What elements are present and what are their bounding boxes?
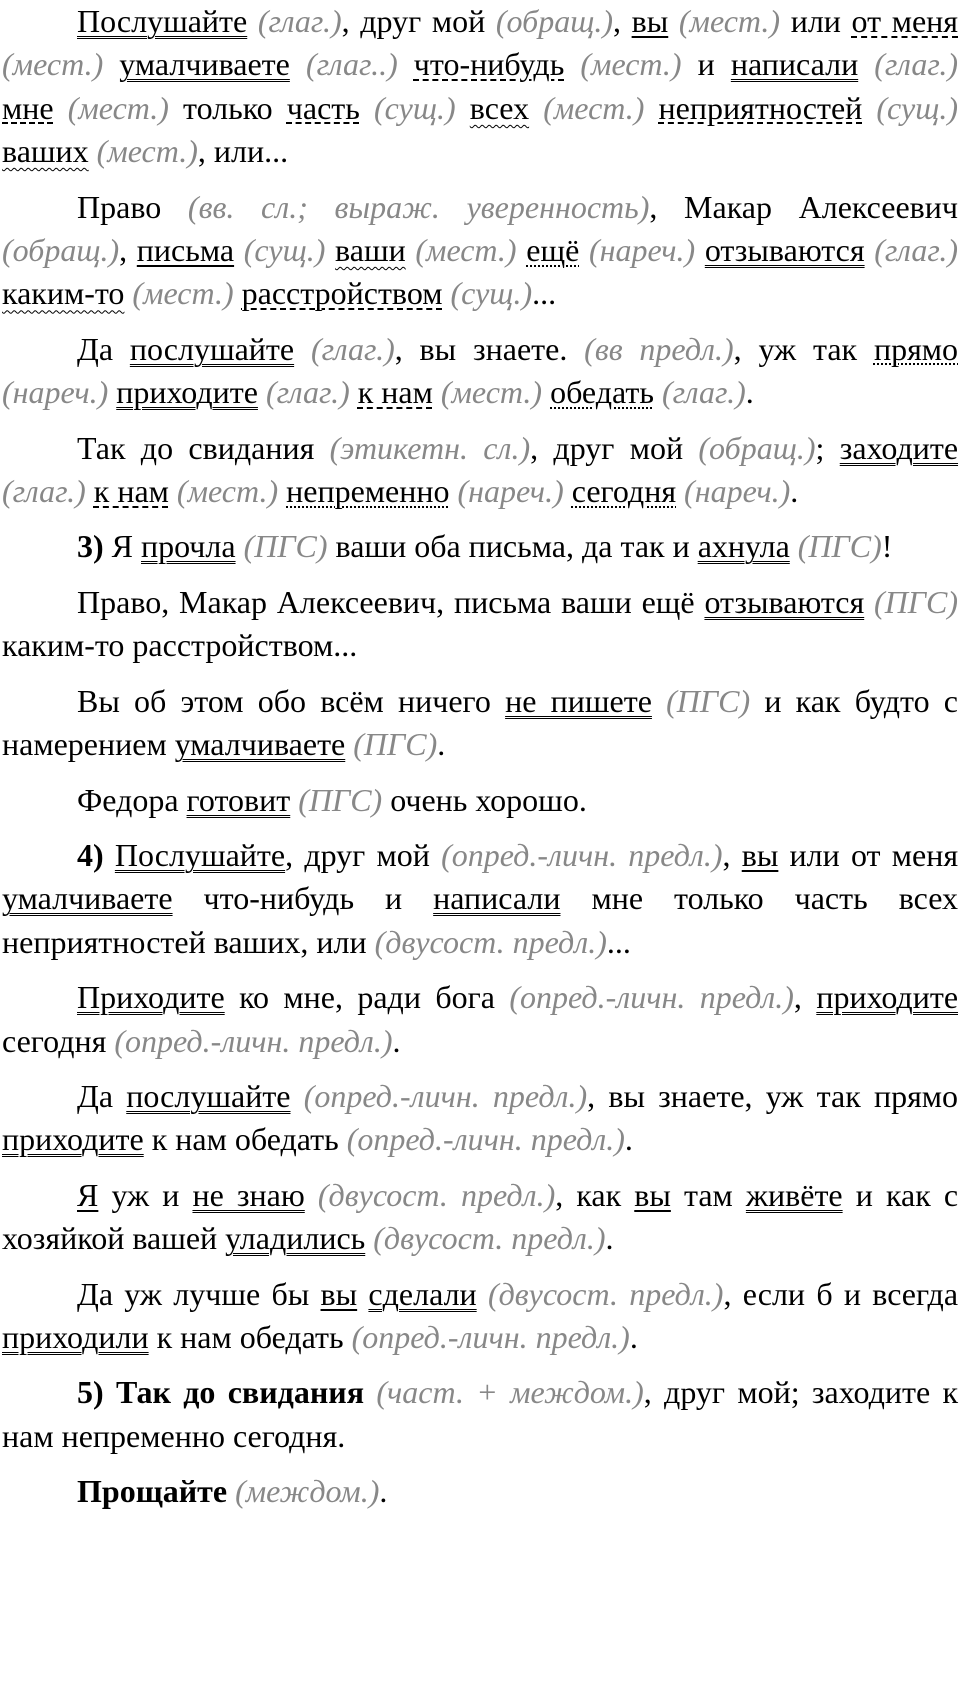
- paragraph: [2, 328, 958, 415]
- predicate-word: умалчиваете: [119, 46, 290, 83]
- plain-text: Да: [77, 1077, 127, 1114]
- annotation-label: (обращ.): [2, 232, 120, 269]
- plain-text: или: [780, 3, 852, 39]
- plain-text: или от меня: [778, 836, 959, 873]
- paragraph: [2, 834, 958, 964]
- predicate-word: не знаю: [192, 1176, 305, 1213]
- paragraph-gap: [2, 668, 958, 680]
- plain-text: , друг мой: [285, 836, 442, 873]
- plain-text: [864, 584, 874, 620]
- plain-text: , вы знаете, уж так прямо: [587, 1077, 959, 1114]
- plain-text: к нам обедать: [148, 1318, 352, 1355]
- annotation-label: (мест.): [176, 473, 279, 510]
- paragraph: [2, 525, 958, 568]
- annotation-label: (вв. сл.; выраж. уверенность): [187, 188, 650, 225]
- plain-text: ,: [613, 3, 632, 39]
- paragraph-gap: [2, 767, 958, 779]
- annotation-label: (глаг.): [661, 374, 746, 411]
- annotation-label: (двусост. предл.): [374, 923, 607, 960]
- annotation-label: (глаг.): [2, 473, 86, 510]
- plain-text: [234, 275, 242, 311]
- plain-text: только: [168, 89, 287, 126]
- plain-text: ко мне, ради бога: [224, 979, 510, 1016]
- paragraph-gap: [2, 513, 958, 525]
- paragraph-gap: [2, 1261, 958, 1273]
- plain-text: [247, 3, 258, 39]
- annotation-label: (междом.): [235, 1473, 380, 1510]
- predicate-word: написали: [730, 46, 859, 83]
- plain-text: там: [670, 1176, 746, 1213]
- predicate-word: приходите: [2, 1121, 144, 1158]
- plain-text: каким-то расстройством...: [2, 627, 358, 664]
- object-word: мне: [2, 89, 54, 126]
- predicate-word: уладились: [225, 1220, 366, 1257]
- circumstance-word: обедать: [550, 374, 654, 411]
- plain-text: [865, 232, 875, 268]
- plain-text: [325, 232, 335, 268]
- predicate-word: готовит: [186, 781, 291, 818]
- annotation-label: (ПГС): [874, 583, 958, 620]
- paragraph-gap: [2, 1063, 958, 1075]
- annotation-label: (обращ.): [698, 429, 816, 466]
- paragraph-gap: [2, 822, 958, 834]
- paragraph: [2, 1273, 958, 1360]
- plain-text: мне только часть всех неприятностей ваших, или: [2, 880, 959, 960]
- annotation-label: (мест.): [678, 3, 781, 39]
- plain-text: [542, 374, 550, 410]
- predicate-word: послушайте: [126, 1077, 291, 1114]
- paragraph-gap: [2, 964, 958, 976]
- plain-text: [477, 1276, 488, 1312]
- annotation-label: (глаг.): [257, 3, 342, 39]
- paragraph: [2, 581, 958, 668]
- annotation-label: (глаг.): [874, 232, 959, 269]
- plain-text: [360, 90, 374, 126]
- subject-word: письма: [136, 232, 235, 269]
- annotation-label: (сущ.): [876, 89, 959, 126]
- plain-text: Право: [77, 188, 188, 225]
- plain-text: и как будто с намерением: [2, 682, 959, 763]
- plain-text: [564, 473, 572, 509]
- plain-text: [291, 1078, 304, 1114]
- paragraph: [2, 186, 958, 316]
- annotation-label: (опред.-личн. предл.): [114, 1022, 393, 1059]
- plain-text: [103, 46, 119, 82]
- annotation-label: (двусост. предл.): [317, 1176, 556, 1213]
- paragraph: [2, 1174, 958, 1261]
- plain-text: .: [392, 1022, 401, 1059]
- predicate-word: живёте: [745, 1176, 843, 1213]
- annotation-label: (ПГС): [353, 726, 438, 763]
- attribute-word: ваших: [2, 133, 89, 170]
- plain-text: [350, 374, 358, 410]
- attribute-word: ваши: [335, 232, 406, 269]
- object-word: расстройством: [241, 275, 443, 312]
- annotation-label: (мест.): [580, 46, 682, 83]
- object-word: неприятностей: [658, 89, 863, 126]
- attribute-word: каким-то: [2, 275, 125, 312]
- predicate-word: отзываются: [704, 583, 865, 620]
- plain-text: , друг мой: [341, 3, 496, 39]
- plain-text: , вы знаете.: [394, 330, 585, 367]
- plain-text: [652, 683, 666, 719]
- plain-text: [364, 1374, 376, 1410]
- paragraph: [2, 1371, 958, 1458]
- plain-text: Да: [77, 330, 130, 367]
- predicate-word: не пишете: [505, 682, 652, 719]
- paragraph-gap: [2, 1359, 958, 1371]
- plain-text: [790, 528, 798, 564]
- plain-text: что-нибудь и: [172, 880, 434, 917]
- object-word: от меня: [851, 3, 959, 39]
- circumstance-word: сегодня: [571, 473, 677, 510]
- annotation-label: (обращ.): [495, 3, 613, 39]
- annotation-label: (опред.-личн. предл.): [351, 1318, 630, 1355]
- plain-text: [89, 133, 97, 169]
- plain-text: ,: [722, 836, 742, 873]
- bold-text: 5) Так до свидания: [77, 1374, 365, 1411]
- plain-text: [695, 232, 705, 268]
- plain-text: ваши оба письма, да так и: [327, 528, 698, 565]
- plain-text: [654, 374, 662, 410]
- plain-text: .: [790, 473, 799, 510]
- predicate-word: сделали: [368, 1275, 477, 1312]
- annotation-label: (мест.): [67, 89, 169, 126]
- annotation-label: (нареч.): [588, 232, 696, 269]
- annotation-label: (опред.-личн. предл.): [303, 1077, 588, 1114]
- plain-text: Право, Макар Алексеевич, письма ваши ещё: [77, 583, 705, 620]
- annotation-label: (сущ.): [450, 275, 533, 312]
- annotation-label: (мест.): [440, 374, 543, 411]
- bold-text: 4): [77, 836, 104, 873]
- plain-text: , или...: [197, 133, 289, 170]
- annotation-label: (нареч.): [457, 473, 564, 510]
- object-word: часть: [286, 89, 360, 126]
- plain-text: и: [681, 46, 731, 83]
- predicate-word: прочла: [141, 528, 236, 565]
- plain-text: !: [881, 528, 893, 565]
- plain-text: [517, 232, 527, 268]
- paragraph-gap: [2, 1458, 958, 1470]
- predicate-word: приходите: [816, 979, 959, 1016]
- paragraph-gap: [2, 569, 958, 581]
- annotation-label: (сущ.): [374, 89, 456, 126]
- annotation-label: (сущ.): [243, 232, 326, 269]
- plain-text: [86, 473, 94, 509]
- plain-text: [456, 90, 470, 126]
- annotation-label: (вв предл.): [584, 330, 734, 367]
- plain-text: .: [745, 374, 754, 411]
- bold-text: 3): [77, 528, 104, 565]
- paragraph: [2, 976, 958, 1063]
- predicate-word: Приходите: [77, 979, 225, 1016]
- predicate-word: умалчиваете: [2, 880, 173, 917]
- plain-text: .: [379, 1473, 388, 1510]
- annotation-label: (глаг.): [310, 330, 395, 367]
- subject-word: вы: [741, 836, 779, 873]
- subject-word: вы: [320, 1275, 358, 1312]
- plain-text: ,: [793, 979, 817, 1016]
- answer-text: [2, 0, 958, 1514]
- annotation-label: (опред.-личн. предл.): [441, 836, 723, 873]
- annotation-label: (част. + междом.): [376, 1374, 644, 1411]
- annotation-label: (глаг.): [874, 46, 959, 83]
- predicate-word: приходите: [116, 374, 258, 411]
- plain-text: [676, 473, 684, 509]
- plain-text: [294, 331, 311, 367]
- plain-text: ,: [119, 232, 137, 269]
- plain-text: [862, 90, 876, 126]
- plain-text: к нам обедать: [143, 1121, 347, 1158]
- plain-text: [433, 374, 441, 410]
- plain-text: уж и: [98, 1176, 193, 1213]
- predicate-word: ахнула: [697, 528, 790, 565]
- plain-text: [169, 473, 177, 509]
- plain-text: сегодня: [2, 1022, 115, 1059]
- annotation-label: (ПГС): [797, 528, 882, 565]
- annotation-label: (двусост. предл.): [487, 1275, 724, 1312]
- circumstance-word: ещё: [526, 232, 580, 269]
- plain-text: [305, 1177, 318, 1213]
- plain-text: [234, 232, 244, 268]
- plain-text: ...: [532, 275, 557, 312]
- annotation-label: (глаг..): [305, 46, 398, 83]
- plain-text: .: [605, 1220, 614, 1257]
- object-word: к нам: [93, 473, 169, 510]
- plain-text: .: [437, 726, 446, 763]
- plain-text: [644, 90, 658, 126]
- annotation-label: (опред.-личн. предл.): [346, 1121, 625, 1158]
- annotation-label: (нареч.): [2, 374, 109, 411]
- annotation-label: (мест.): [2, 46, 104, 83]
- plain-text: [529, 90, 543, 126]
- paragraph-gap: [2, 316, 958, 328]
- plain-text: .: [624, 1121, 633, 1158]
- predicate-word: Послушайте: [77, 3, 248, 39]
- plain-text: ;: [815, 429, 840, 466]
- plain-text: ...: [606, 923, 631, 960]
- subject-word: вы: [634, 1176, 671, 1213]
- paragraph: [2, 427, 958, 514]
- paragraph-gap: [2, 174, 958, 186]
- annotation-label: (нареч.): [684, 473, 791, 510]
- annotation-label: (этикетн. сл.): [329, 429, 531, 466]
- annotation-label: (двусост. предл.): [373, 1220, 606, 1257]
- paragraph-gap: [2, 1162, 958, 1174]
- plain-text: очень хорошо.: [382, 781, 587, 818]
- plain-text: [54, 90, 68, 126]
- subject-word: вы: [631, 3, 669, 39]
- plain-text: [104, 837, 115, 873]
- plain-text: , если б и всегда: [723, 1275, 959, 1312]
- predicate-word: приходили: [2, 1318, 149, 1355]
- annotation-label: (ПГС): [243, 528, 328, 565]
- paragraph: [2, 680, 958, 767]
- predicate-word: отзываются: [704, 232, 865, 269]
- annotation-label: (мест.): [132, 275, 234, 312]
- plain-text: [858, 46, 874, 82]
- plain-text: [564, 46, 580, 82]
- plain-text: , уж так: [733, 330, 874, 367]
- object-word: к нам: [357, 374, 433, 411]
- annotation-label: (ПГС): [298, 781, 383, 818]
- annotation-label: (мест.): [543, 89, 645, 126]
- paragraph: [2, 1470, 958, 1513]
- plain-text: [227, 1473, 235, 1509]
- annotation-label: (опред.-личн. предл.): [509, 979, 794, 1016]
- plain-text: Вы об этом обо всём ничего: [77, 682, 506, 719]
- predicate-word: послушайте: [129, 330, 295, 367]
- plain-text: [398, 46, 414, 82]
- plain-text: [357, 1276, 368, 1312]
- circumstance-word: прямо: [873, 330, 959, 367]
- bold-text: Прощайте: [77, 1473, 228, 1510]
- attribute-word: всех: [469, 89, 530, 126]
- annotation-label: (глаг.): [265, 374, 350, 411]
- annotation-label: (мест.): [415, 232, 517, 269]
- predicate-word: умалчиваете: [174, 726, 346, 763]
- predicate-word: Послушайте: [114, 836, 286, 873]
- paragraph-gap: [2, 415, 958, 427]
- annotation-label: (ПГС): [666, 682, 751, 719]
- plain-text: , друг мой; заходите к нам непременно сегодня.: [2, 1374, 959, 1454]
- plain-text: [236, 528, 244, 564]
- plain-text: [579, 232, 589, 268]
- plain-text: , Макар Алексеевич: [649, 188, 959, 225]
- object-word: что-нибудь: [413, 46, 565, 83]
- annotation-label: (мест.): [96, 133, 198, 170]
- paragraph: [2, 1075, 958, 1162]
- subject-word: Я: [77, 1176, 99, 1213]
- predicate-word: написали: [433, 880, 561, 917]
- plain-text: .: [629, 1318, 638, 1355]
- plain-text: [290, 46, 306, 82]
- plain-text: [406, 232, 416, 268]
- paragraph: [2, 779, 958, 822]
- plain-text: Так до свидания: [77, 429, 330, 466]
- plain-text: [258, 374, 266, 410]
- plain-text: [668, 3, 679, 39]
- plain-text: и как с хозяйкой вашей: [2, 1176, 959, 1257]
- plain-text: , друг мой: [530, 429, 699, 466]
- paragraph: [2, 0, 958, 174]
- plain-text: Федора: [77, 781, 187, 818]
- plain-text: Я: [103, 528, 141, 565]
- plain-text: Да уж лучше бы: [77, 1275, 321, 1312]
- plain-text: , как: [555, 1176, 635, 1213]
- circumstance-word: непременно: [286, 473, 450, 510]
- plain-text: [278, 473, 286, 509]
- predicate-word: заходите: [839, 429, 959, 466]
